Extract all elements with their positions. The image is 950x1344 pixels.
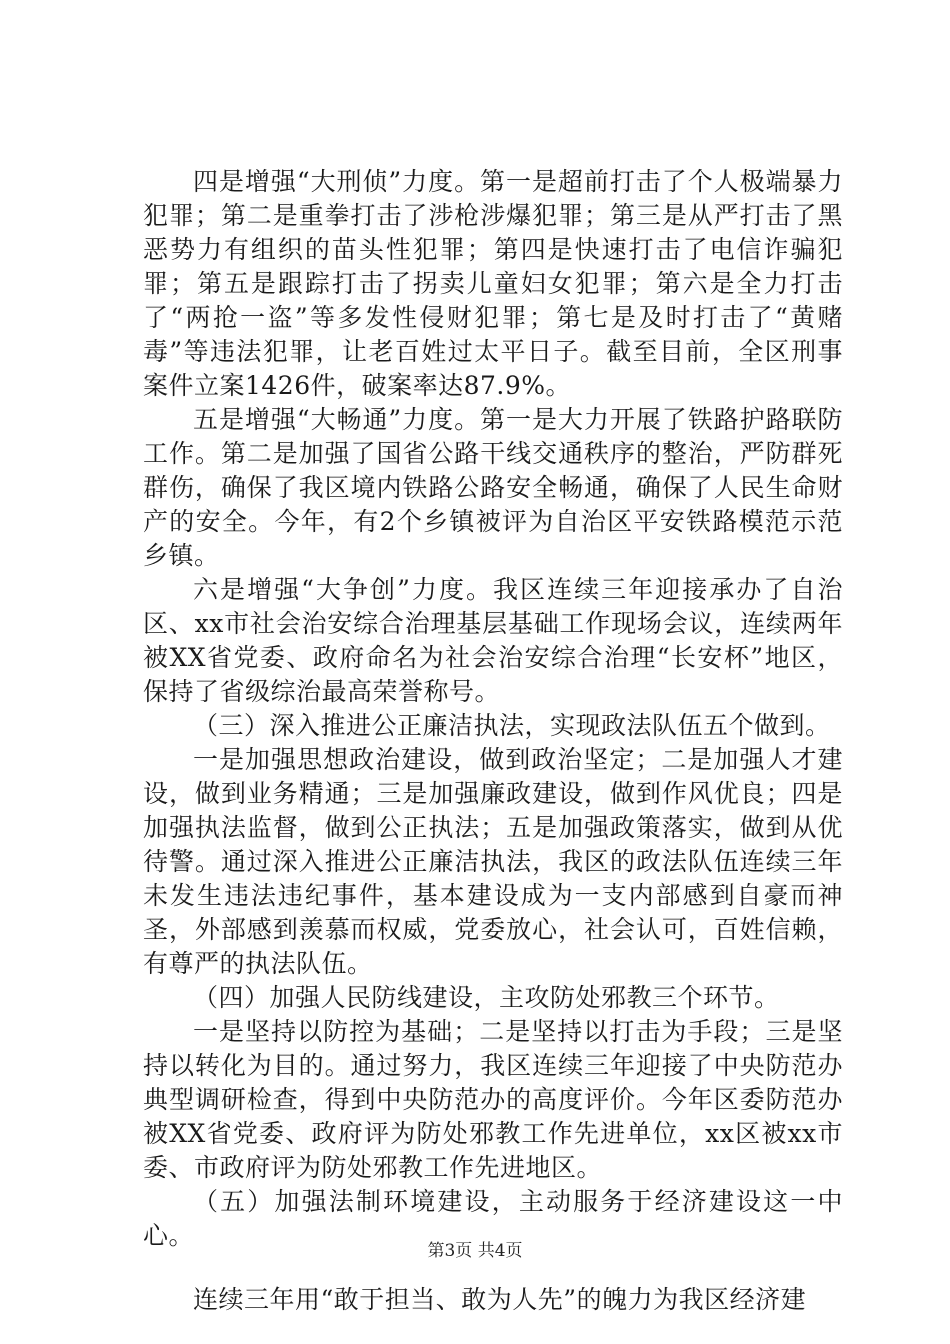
paragraph-economic-service: 连续三年用“敢于担当、敢为人先”的魄力为我区经济建: [193, 1285, 807, 1314]
page-number-footer: 第3页 共4页: [427, 1241, 523, 1261]
section-heading-5: （五）加强法制环境建设，主动服务于经济建设这一中心。: [143, 1187, 843, 1250]
paragraph-traffic-safety: 五是增强“大畅通”力度。第一是大力开展了铁路护路联防工作。第二是加强了国省公路干线交通秩序的整治，严防群死群伤，确保了我区境内铁路公路安全畅通，确保了人民生命财产的安全。今年，有2个乡镇被评为自治区平安铁路模范示范乡镇。: [143, 405, 843, 570]
paragraph-honors: 六是增强“大争创”力度。我区连续三年迎接承办了自治区、xx市社会治安综合治理基层基础工作现场会议，连续两年被XX省党委、政府命名为社会治安综合治理“长安杯”地区，保持了省级综治最高荣誉称号。: [143, 575, 843, 706]
section-heading-3: （三）深入推进公正廉洁执法，实现政法队伍五个做到。: [193, 711, 831, 740]
paragraph-law-enforcement: 一是加强思想政治建设，做到政治坚定；二是加强人才建设，做到业务精通；三是加强廉政建设，做到作风优良；四是加强执法监督，做到公正执法；五是加强政策落实，做到从优待警。通过深入推进公正廉洁执法，我区的政法队伍连续三年未发生违法违纪事件，基本建设成为一支内部感到自豪而神圣，外部感到羡慕而权威，党委放心，社会认可，百姓信赖，有尊严的执法队伍。: [143, 745, 843, 978]
document-body: [143, 165, 843, 1317]
section-heading-4: （四）加强人民防线建设，主攻防处邪教三个环节。: [193, 983, 780, 1012]
paragraph-cult-prevention: 一是坚持以防控为基础；二是坚持以打击为手段；三是坚持以转化为目的。通过努力，我区连续三年迎接了中央防范办典型调研检查，得到中央防范办的高度评价。今年区委防范办被XX省党委、政府评为防处邪教工作先进单位，xx区被xx市委、市政府评为防处邪教工作先进地区。: [143, 1017, 843, 1182]
paragraph-crime-investigation: 四是增强“大刑侦”力度。第一是超前打击了个人极端暴力犯罪；第二是重拳打击了涉枪涉爆犯罪；第三是从严打击了黑恶势力有组织的苗头性犯罪；第四是快速打击了电信诈骗犯罪；第五是跟踪打击了拐卖儿童妇女犯罪；第六是全力打击了“两抢一盗”等多发性侵财犯罪；第七是及时打击了“黄赌毒”等违法犯罪，让老百姓过太平日子。截至目前，全区刑事案件立案1426件，破案率达87.9%。: [143, 167, 843, 400]
